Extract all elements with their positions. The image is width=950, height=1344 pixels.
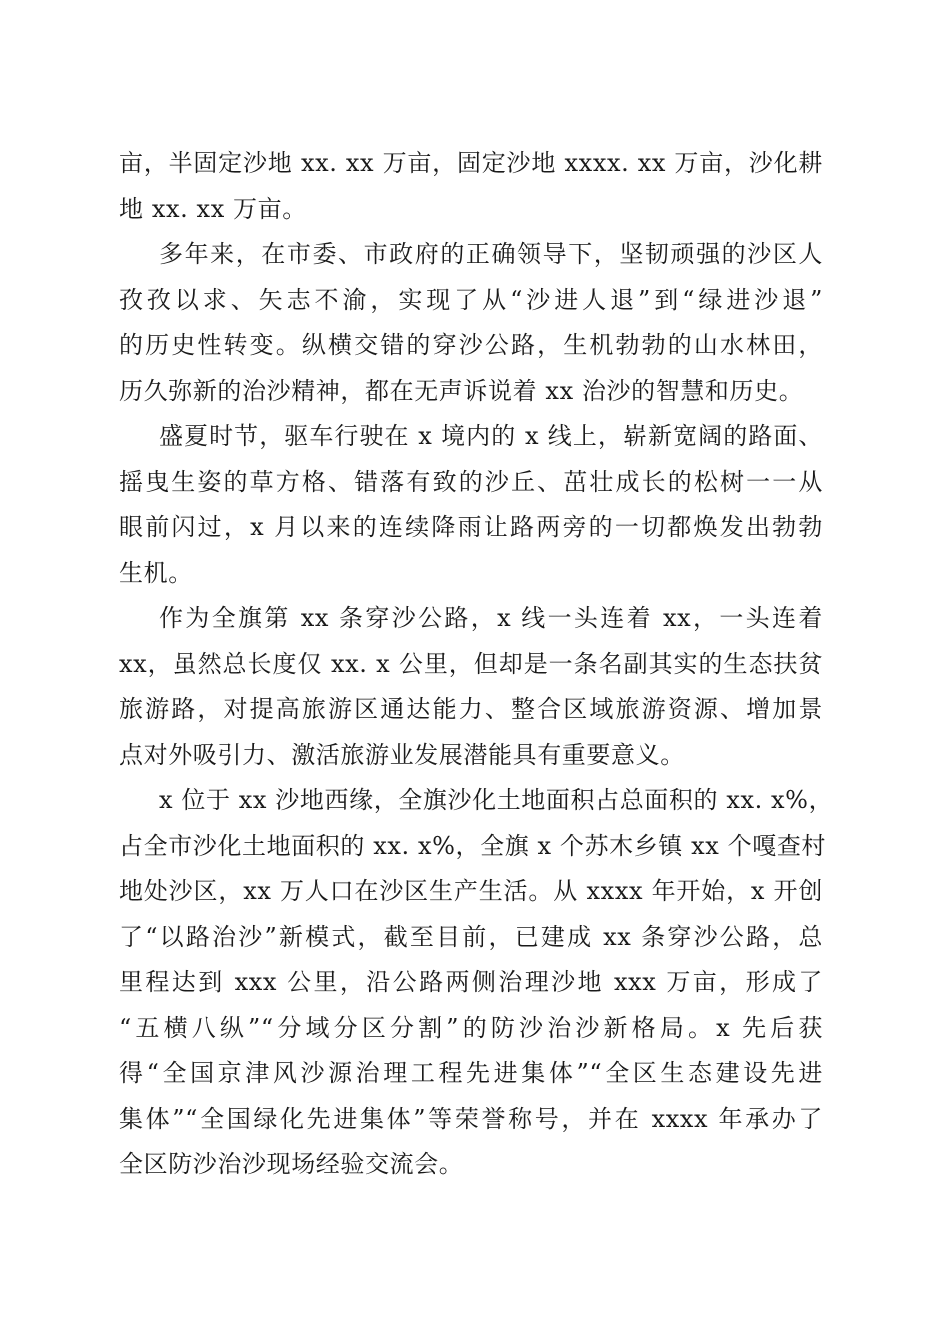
paragraph-line: x 位于 xx 沙地西缘，全旗沙化土地面积占总面积的 xx. x%， [159,786,834,814]
paragraph-line: 地处沙区，xx 万人口在沙区生产生活。从 xxxx 年开始，x 开创 [119,877,823,905]
paragraph-line: xx，虽然总长度仅 xx. x 公里，但却是一条名副其实的生态扶贫 [119,649,823,678]
paragraph-5 [119,778,834,1188]
paragraph-line: 得“全国京津风沙源治理工程先进集体”“全区生态建设先进 [119,1059,823,1087]
paragraph-line: 眼前闪过，x 月以来的连续降雨让路两旁的一切都焕发出勃勃 [119,513,823,541]
paragraph-line: 旅游路，对提高旅游区通达能力、整合区域旅游资源、增加景 [119,695,823,723]
paragraph-line: 多年来，在市委、市政府的正确领导下，坚韧顽强的沙区人 [159,240,823,268]
document-body [119,141,834,1188]
paragraph-line: 生机。 [119,558,193,587]
paragraph-3 [119,414,823,596]
paragraph-line: 里程达到 xxx 公里，沿公路两侧治理沙地 xxx 万亩，形成了 [119,968,823,996]
paragraph-line: 集体”“全国绿化先进集体”等荣誉称号，并在 xxxx 年承办了 [119,1104,823,1133]
paragraph-line: 摇曳生姿的草方格、错落有致的沙丘、茁壮成长的松树一一从 [119,467,823,496]
paragraph-line: 盛夏时节，驱车行驶在 x 境内的 x 线上，崭新宽阔的路面、 [159,422,823,450]
paragraph-4 [119,596,823,778]
paragraph-line: 孜孜以求、矢志不渝，实现了从“沙进人退”到“绿进沙退” [119,285,823,314]
paragraph-line: 亩，半固定沙地 xx. xx 万亩，固定沙地 xxxx. xx 万亩，沙化耕 [119,149,823,177]
paragraph-line: 历久弥新的治沙精神，都在无声诉说着 xx 治沙的智慧和历史。 [119,376,804,405]
paragraph-line: 地 xx. xx 万亩。 [119,194,307,223]
paragraph-line: 了“以路治沙”新模式，截至目前，已建成 xx 条穿沙公路，总 [119,922,823,951]
paragraph-line: 占全市沙化土地面积的 xx. x%，全旗 x 个苏木乡镇 xx 个嘎查村 [119,831,827,860]
paragraph-line: 全区防沙治沙现场经验交流会。 [119,1150,464,1178]
paragraph-2 [119,232,823,414]
paragraph-line: 的历史性转变。纵横交错的穿沙公路，生机勃勃的山水林田， [119,331,823,359]
paragraph-line: “五横八纵”“分域分区分割”的防沙治沙新格局。x 先后获 [119,1013,823,1042]
paragraph-line: 作为全旗第 xx 条穿沙公路，x 线一头连着 xx，一头连着 [159,604,823,632]
paragraph-1 [119,141,823,232]
paragraph-line: 点对外吸引力、激活旅游业发展潜能具有重要意义。 [119,740,685,769]
